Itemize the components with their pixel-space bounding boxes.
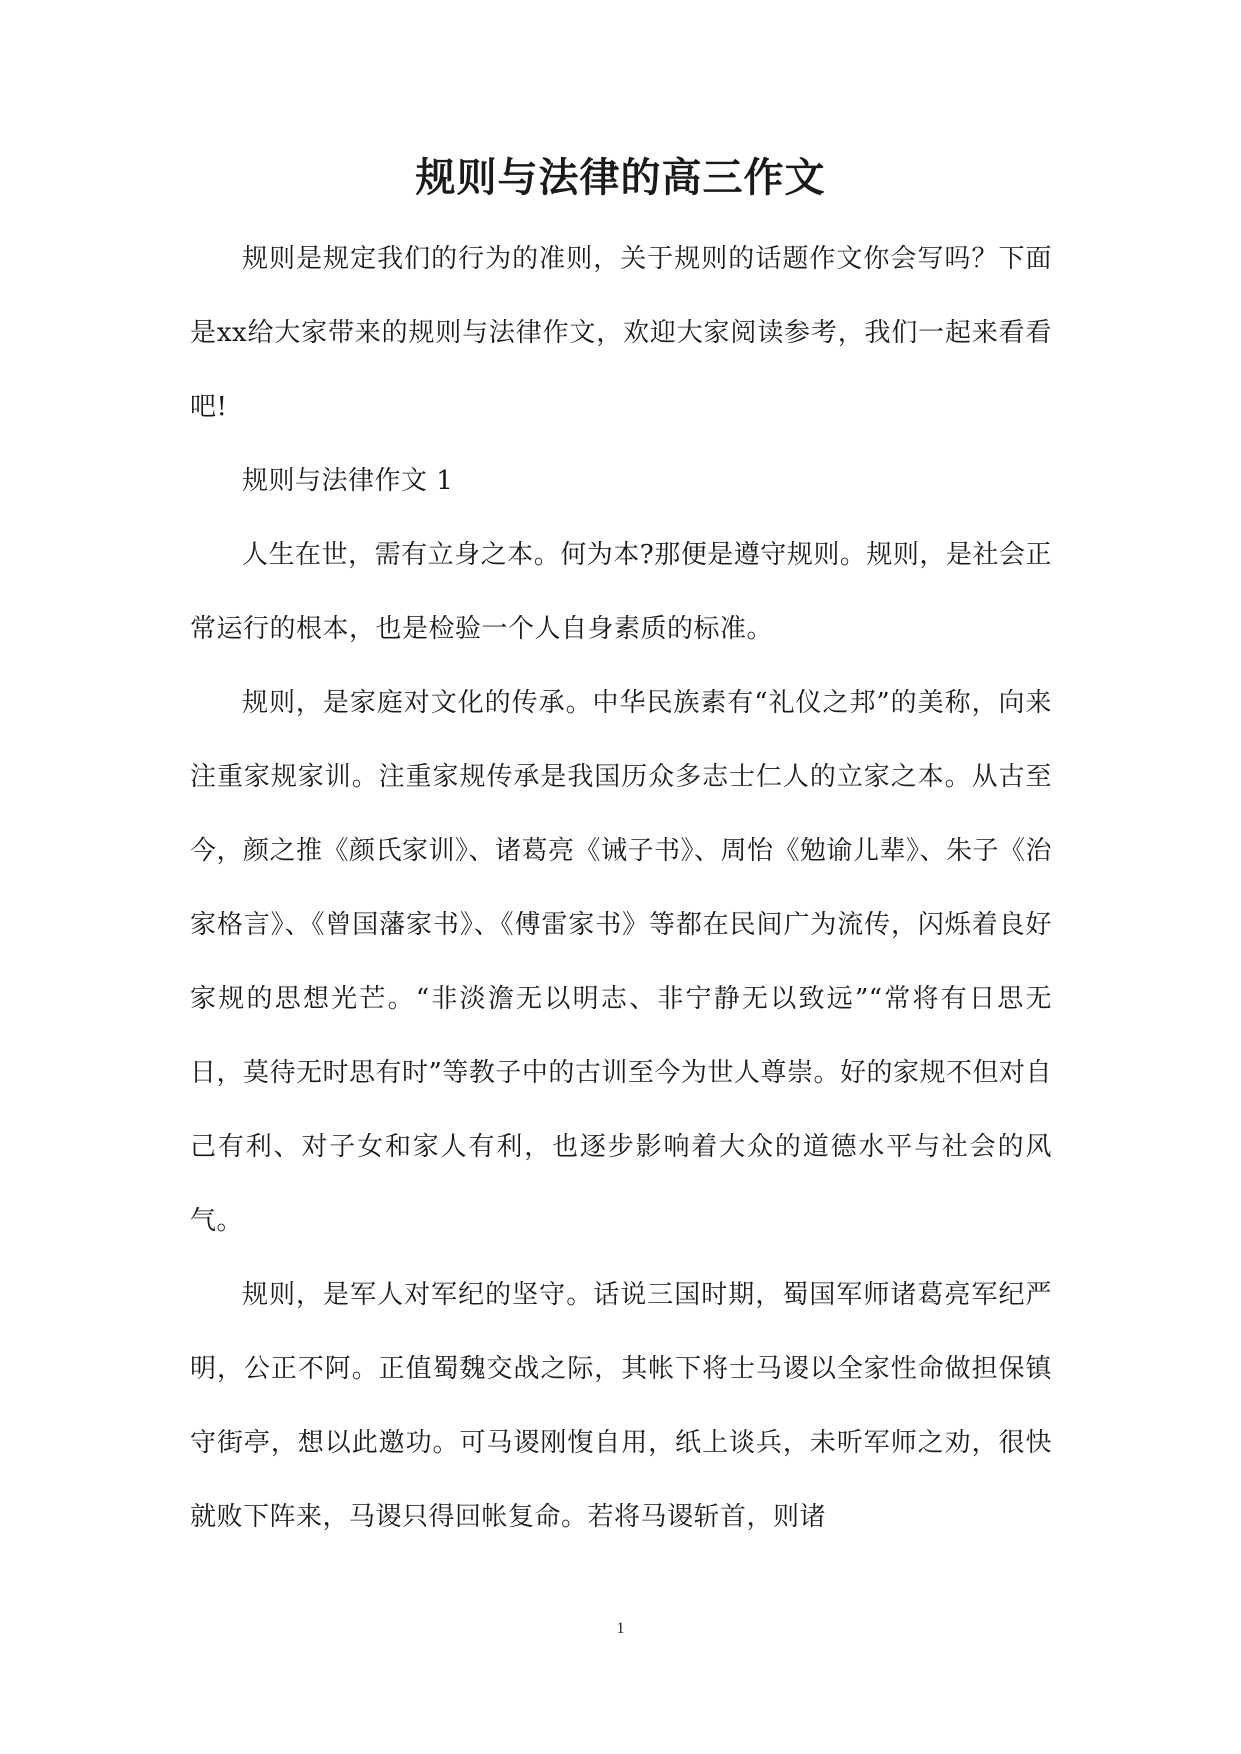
paragraph: 规则，是家庭对文化的传承。中华民族素有“礼仪之邦”的美称，向来注重家规家训。注重家规传承是我国历众多志士仁人的立家之本。从古至今，颜之推《颜氏家训》、诸葛亮《诫子书》、周怡《勉谕儿辈》、朱子《治家格言》、《曾国藩家书》、《傅雷家书》等都在民间广为流传，闪烁着良好家规的思想光芒。“非淡澹无以明志、非宁静无以致远”“常将有日思无日，莫待无时思有时”等教子中的古训至今为世人尊崇。好的家规不但对自己有利、对子女和家人有利，也逐步影响着大众的道德水平与社会的风气。 — [190, 688, 1053, 1236]
document-body — [190, 222, 1052, 1554]
page-number: 1 — [616, 1620, 625, 1637]
document-title: 规则与法律的高三作文 — [415, 154, 826, 201]
paragraph: 规则，是军人对军纪的坚守。话说三国时期，蜀国军师诸葛亮军纪严明，公正不阿。正值蜀魏交战之际，其帐下将士马谡以全家性命做担保镇守街亭，想以此邀功。可马谡刚愎自用，纸上谈兵，未听军师之劝，很快就败下阵来，马谡只得回帐复命。若将马谡斩首，则诸 — [190, 1280, 1052, 1532]
paragraph: 人生在世，需有立身之本。何为本?那便是遵守规则。规则，是社会正常运行的根本，也是检验一个人自身素质的标准。 — [190, 540, 1052, 644]
section-heading: 规则与法律作文 1 — [242, 466, 454, 496]
paragraph-intro: 规则是规定我们的行为的准则，关于规则的话题作文你会写吗？下面是xx给大家带来的规则与法律作文，欢迎大家阅读参考，我们一起来看看吧! — [190, 244, 1052, 422]
